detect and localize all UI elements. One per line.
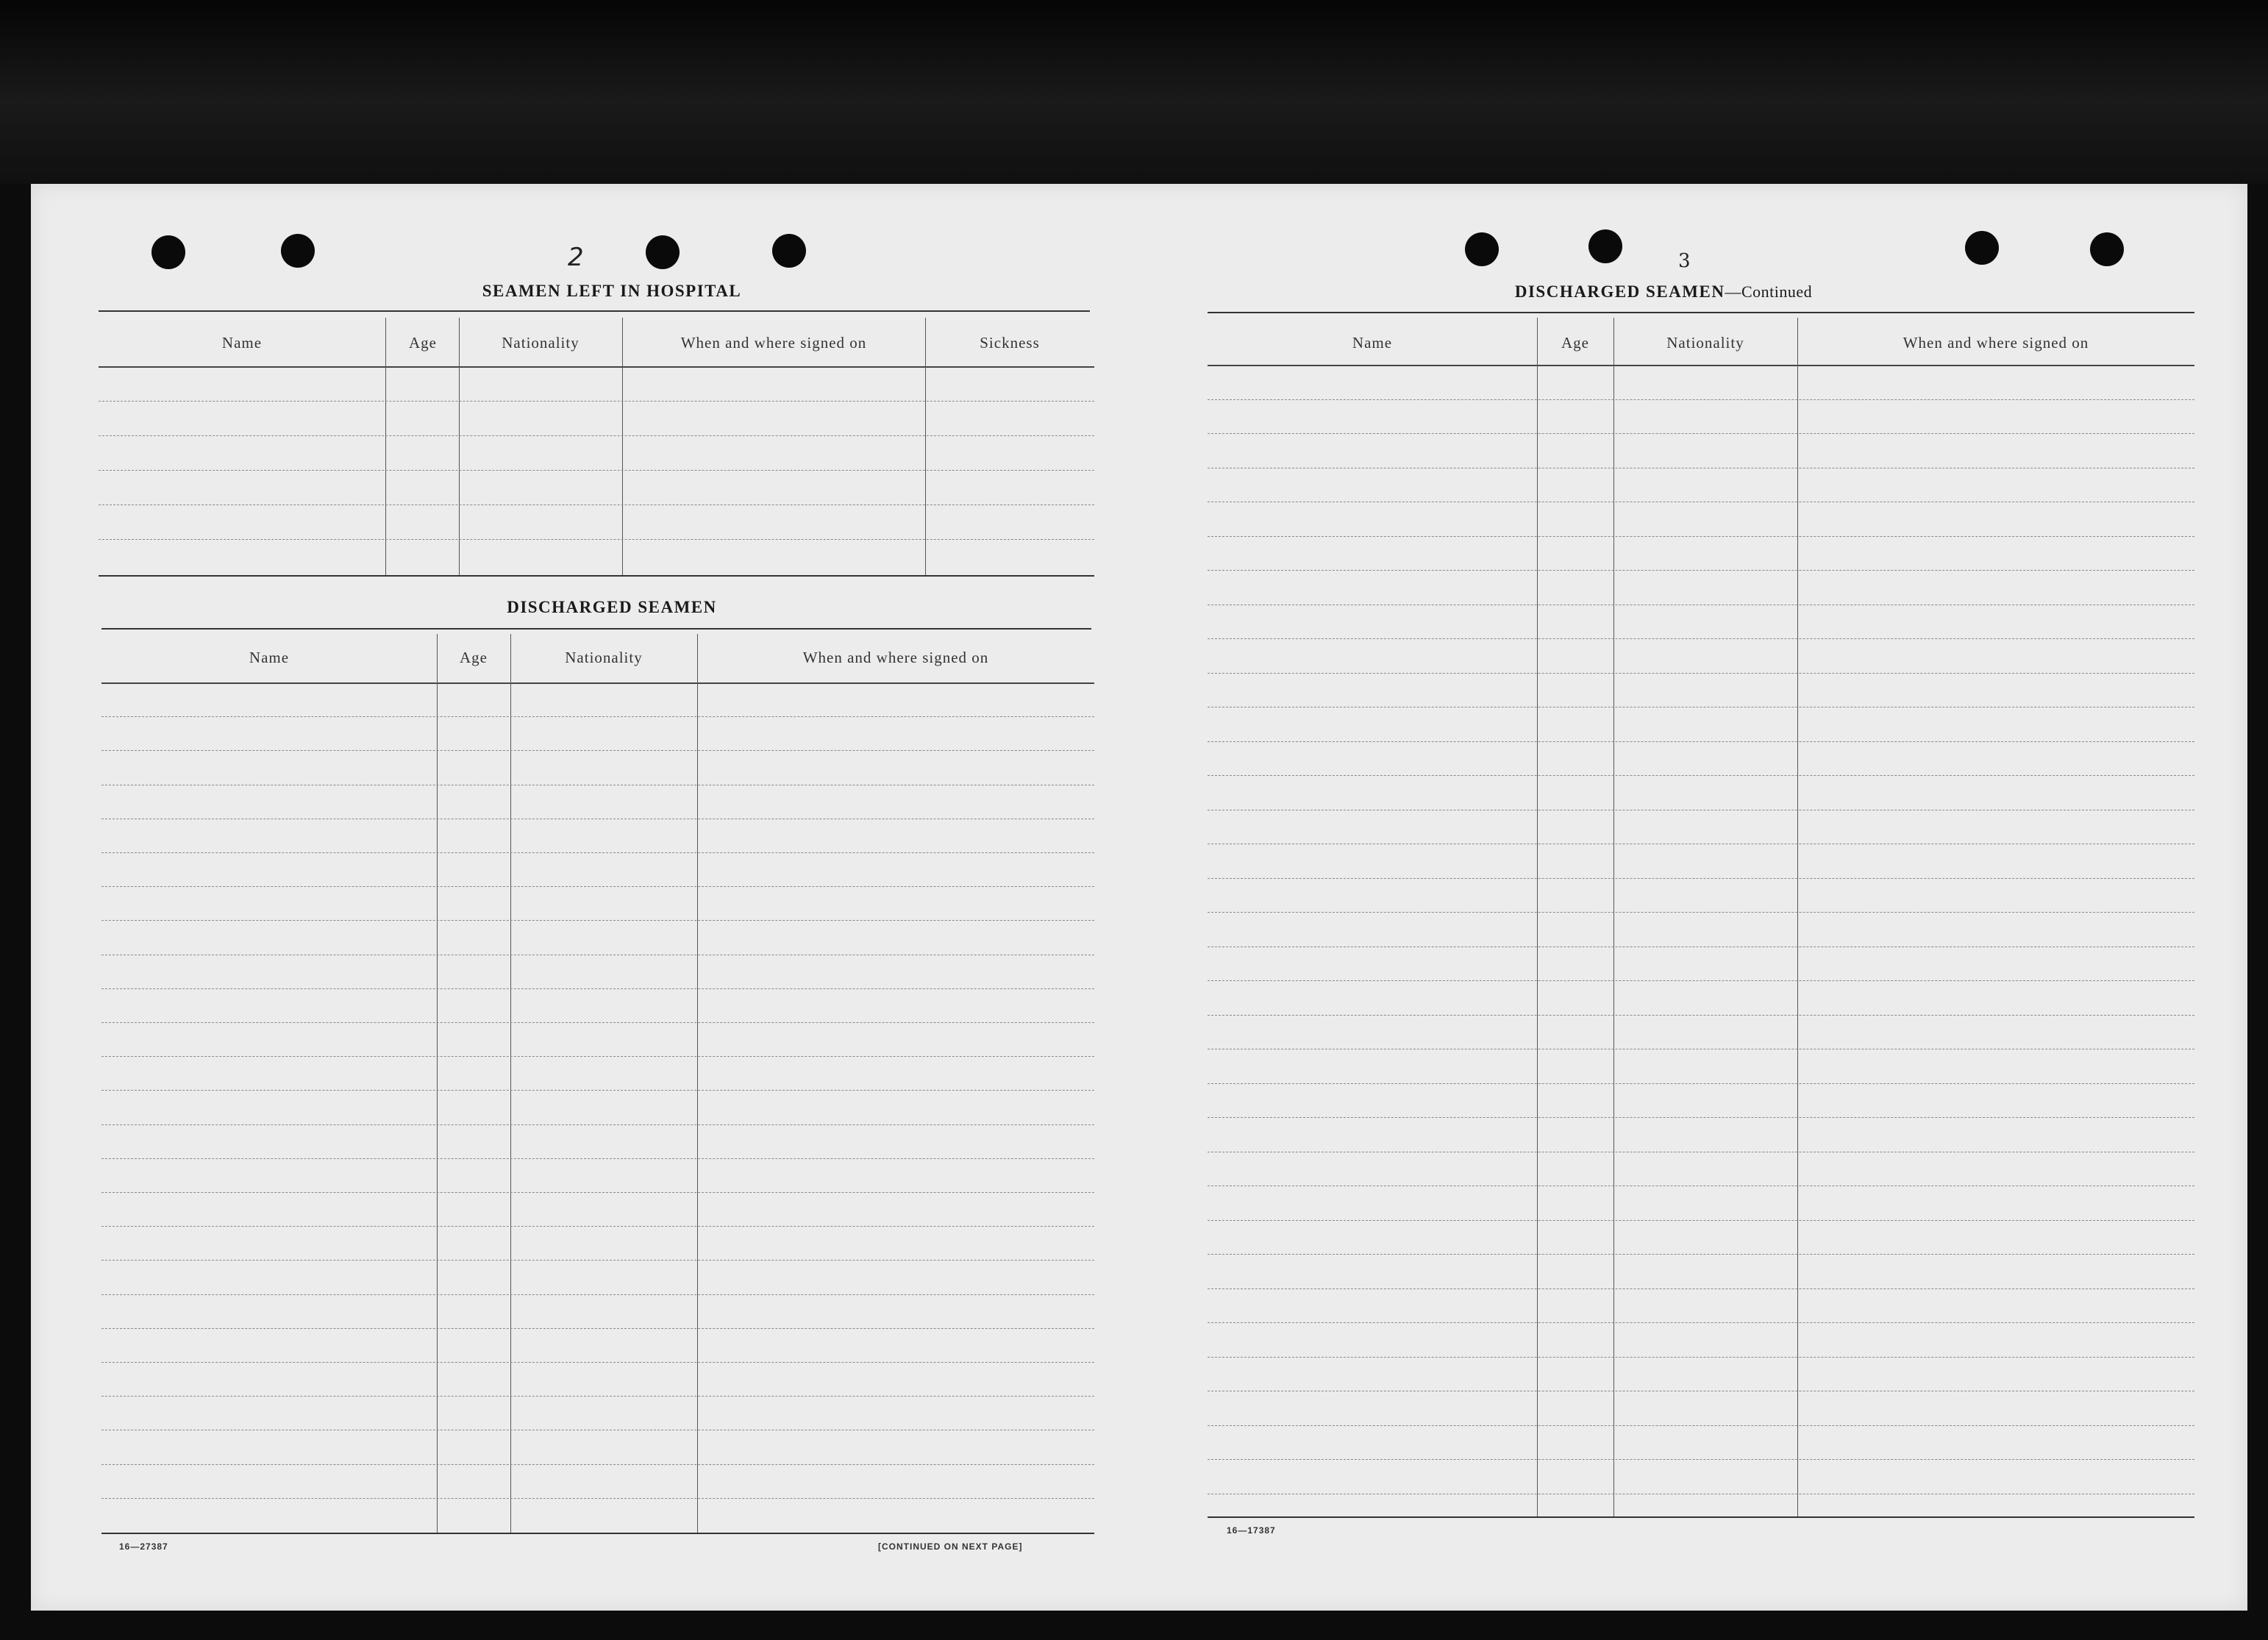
column-header-nationality: Nationality — [502, 334, 580, 352]
table-row-line — [101, 1056, 1094, 1057]
divider — [101, 628, 1091, 630]
table-row-line — [101, 886, 1094, 887]
column-header-age: Age — [409, 334, 437, 352]
discharged-table-right — [1208, 318, 2194, 1516]
table-row-line — [101, 1124, 1094, 1125]
divider — [99, 575, 1094, 577]
punch-hole — [646, 235, 680, 269]
table-row-line — [101, 716, 1094, 717]
table-row-line — [1208, 1459, 2194, 1460]
section-title: DISCHARGED SEAMEN — [1514, 282, 1725, 301]
column-divider — [622, 318, 623, 575]
column-divider — [1613, 318, 1614, 1516]
table-row-line — [101, 1328, 1094, 1329]
table-row-line — [101, 852, 1094, 853]
form-sheet — [31, 184, 2247, 1611]
column-divider — [510, 634, 511, 1533]
punch-hole — [281, 234, 315, 268]
column-header-when-where: When and where signed on — [802, 649, 989, 666]
table-row-line — [1208, 673, 2194, 674]
column-header-name: Name — [1352, 334, 1393, 352]
table-row-line — [1208, 1322, 2194, 1323]
table-row-line — [1208, 741, 2194, 742]
table-row-line — [1208, 1425, 2194, 1426]
table-row-line — [1208, 1117, 2194, 1118]
table-row-line — [101, 1396, 1094, 1397]
form-number: 16—17387 — [1227, 1525, 1276, 1536]
table-row-line — [1208, 980, 2194, 981]
table-row-line — [1208, 1288, 2194, 1289]
column-header-sickness: Sickness — [980, 334, 1040, 352]
table-row-line — [101, 1464, 1094, 1465]
table-row-line — [99, 470, 1094, 471]
table-row-line — [1208, 1254, 2194, 1255]
table-row-line — [101, 988, 1094, 989]
punch-hole — [151, 235, 185, 269]
table-row-line — [1208, 1015, 2194, 1016]
table-row-line — [1208, 570, 2194, 571]
divider — [1208, 1516, 2194, 1518]
table-row-line — [1208, 1357, 2194, 1358]
table-row-line — [101, 1090, 1094, 1091]
title-suffix: —Continued — [1725, 282, 1813, 301]
table-row-line — [99, 401, 1094, 402]
column-header-name: Name — [249, 649, 290, 666]
right-page-number: 3 — [1678, 250, 1691, 272]
table-row-line — [1208, 912, 2194, 913]
table-row-line — [1208, 946, 2194, 947]
column-divider — [1797, 318, 1798, 1516]
punch-hole — [1465, 232, 1499, 266]
punch-hole — [1965, 231, 1999, 265]
table-row-line — [101, 1226, 1094, 1227]
column-divider — [697, 634, 698, 1533]
table-row-line — [101, 920, 1094, 921]
column-divider — [459, 318, 460, 575]
table-row-line — [1208, 536, 2194, 537]
column-divider — [925, 318, 926, 575]
divider — [101, 1533, 1094, 1534]
column-header-nationality: Nationality — [1666, 334, 1744, 352]
discharged-table-left — [101, 634, 1094, 1533]
continued-note: [CONTINUED ON NEXT PAGE] — [878, 1541, 1023, 1552]
punch-hole — [772, 234, 806, 268]
table-row-line — [101, 750, 1094, 751]
table-row-line — [1208, 638, 2194, 639]
discharged-continued-title — [1502, 282, 1825, 302]
table-row-line — [101, 1192, 1094, 1193]
punch-hole — [1588, 229, 1622, 263]
divider — [1208, 312, 2194, 313]
column-header-age: Age — [1561, 334, 1589, 352]
table-row-line — [101, 1362, 1094, 1363]
hospital-section-title: SEAMEN LEFT IN HOSPITAL — [482, 282, 742, 300]
column-divider — [437, 634, 438, 1533]
table-row-line — [99, 539, 1094, 540]
table-row-line — [101, 1294, 1094, 1295]
column-header-age: Age — [460, 649, 488, 666]
discharged-section-title: DISCHARGED SEAMEN — [507, 598, 717, 616]
table-row-line — [101, 1498, 1094, 1499]
column-header-when-where: When and where signed on — [1903, 334, 2089, 352]
column-divider — [385, 318, 386, 575]
table-row-line — [1208, 399, 2194, 400]
form-number: 16—27387 — [119, 1541, 168, 1552]
hospital-table — [99, 318, 1094, 575]
column-header-name: Name — [221, 334, 263, 352]
table-row-line — [1208, 1220, 2194, 1221]
column-header-nationality: Nationality — [565, 649, 643, 666]
table-row-line — [101, 1022, 1094, 1023]
table-row-line — [101, 1260, 1094, 1261]
table-row-line — [1208, 878, 2194, 879]
table-row-line — [1208, 775, 2194, 776]
divider — [99, 310, 1090, 312]
punch-hole — [2090, 232, 2124, 266]
scan-background — [0, 0, 2268, 184]
column-header-when-where: When and where signed on — [680, 334, 867, 352]
column-divider — [1537, 318, 1538, 1516]
table-row-line — [1208, 1083, 2194, 1084]
left-page-number: 2 — [568, 243, 584, 272]
table-row-line — [1208, 433, 2194, 434]
table-row-line — [101, 1158, 1094, 1159]
table-row-line — [99, 435, 1094, 436]
